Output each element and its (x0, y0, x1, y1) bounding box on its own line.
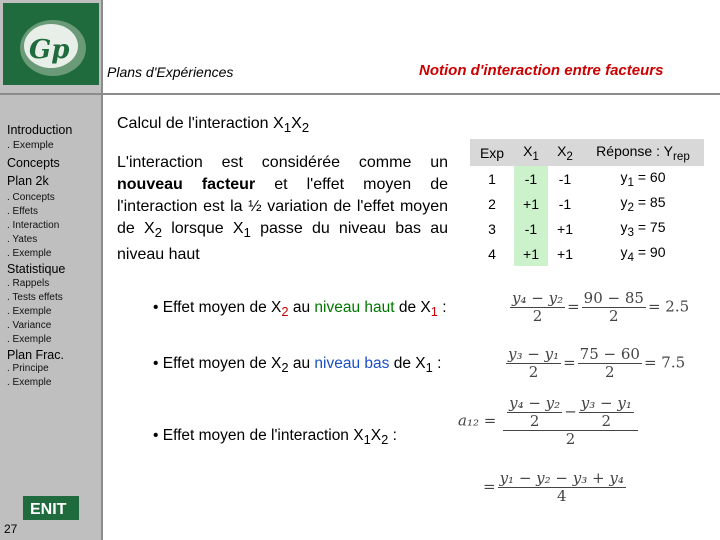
b2-level: niveau bas (314, 355, 390, 372)
resp-value: = 85 (633, 193, 666, 210)
definition-paragraph (117, 152, 448, 266)
menu-statistique[interactable]: Statistique (7, 262, 66, 276)
b2-text-d: : (432, 355, 442, 372)
frac-den: 2 (605, 363, 615, 381)
col-response-sub: rep (672, 149, 690, 163)
cell-x2: +1 (557, 220, 573, 237)
resp-sub: 2 (627, 200, 634, 214)
col-response-header (582, 139, 704, 166)
bullet-interaction-effect (153, 427, 397, 447)
menu-item-effets[interactable]: . Effets (7, 206, 38, 217)
col-x2-label: X (557, 142, 567, 159)
menu-item-yates[interactable]: . Yates (7, 234, 38, 245)
cell-exp: 2 (488, 195, 496, 212)
formula-interaction-simplified: = $\frac{\text{y₁ − y₂ − y₃ + y₄}}{4}$ (483, 469, 624, 505)
menu-concepts-plan-label: Concepts Plan 2k (7, 156, 60, 188)
frac-2b (578, 346, 642, 381)
menu-item-exemple[interactable]: . Exemple (7, 305, 52, 317)
menu-item-exemple[interactable]: . Exemple (7, 333, 52, 345)
menu-item-tests-effets[interactable]: . Tests effets (7, 291, 63, 303)
cell-x2: -1 (558, 170, 572, 187)
vertical-divider (101, 0, 103, 540)
slide-title: Notion d'interaction entre facteurs (419, 62, 664, 79)
cell-x2: -1 (558, 195, 572, 212)
formula-lhs: a₁₂ = (458, 411, 497, 430)
para-text-2: et l'effet moyen de l'interaction est la ½ variation de l'effet moyen de X (117, 176, 448, 237)
cell-response (582, 166, 704, 191)
table-row (470, 166, 704, 191)
cell-x1: +1 (514, 191, 548, 216)
resp-y: y (620, 243, 628, 260)
section-title (117, 115, 309, 135)
col-x1-label: X (523, 142, 533, 159)
resp-sub: 3 (627, 225, 634, 239)
cell-x1: +1 (514, 241, 548, 266)
horizontal-divider (0, 93, 720, 95)
formula-effect-high: $\frac{\text{y₄ − y₂}}{2}$ = $\frac{90 - 85}{2}$ = 2.5 (512, 289, 690, 325)
frac-den: 2 (532, 307, 543, 325)
frac-den: 2 (529, 412, 540, 430)
frac-1a (510, 290, 565, 325)
cell-response (582, 241, 704, 266)
col-x1-header (514, 139, 548, 166)
para-sub-b: 1 (243, 225, 251, 241)
cell-x1: -1 (514, 216, 548, 241)
b3-text-a: • Effet moyen de l'interaction X (153, 427, 364, 444)
menu-plan-frac[interactable]: Plan Frac. (7, 347, 64, 362)
col-response-label: Réponse : Y (596, 142, 673, 159)
frac-num: y₃ − y₁ (508, 345, 560, 363)
cell-exp: 4 (488, 245, 496, 262)
b2-text-c: de X (389, 355, 426, 372)
para-text-1: L'interaction est considérée comme un (117, 154, 448, 171)
b2-text-a: • Effet moyen de X (153, 355, 282, 372)
section-title-mid: X (291, 115, 302, 132)
menu-introduction[interactable]: Introduction (7, 123, 73, 137)
frac-num: y₄ − y₂ (509, 394, 561, 412)
gp-logo (3, 3, 99, 85)
b3-text-b: X (370, 427, 382, 444)
b2-sub2: 1 (425, 360, 433, 376)
experiment-table (470, 139, 704, 266)
enit-logo (23, 496, 79, 520)
bullet-effect-low (153, 355, 441, 375)
menu-item-exemple[interactable]: . Exemple (7, 138, 54, 151)
b1-text-a: • Effet moyen de X (153, 299, 282, 316)
section-title-sub1: 1 (283, 120, 292, 136)
frac-4 (498, 470, 626, 505)
svg-text:ENIT: ENIT (30, 501, 67, 518)
menu-item-exemple[interactable]: . Exemple (7, 377, 52, 388)
frac-outer-den: 2 (565, 430, 576, 448)
resp-sub: 1 (627, 175, 634, 189)
b1-text-c: de X (394, 299, 431, 316)
frac-den: 2 (601, 412, 612, 430)
bullet-effect-high (153, 299, 447, 319)
frac-den: 4 (556, 487, 567, 505)
col-x1-sub: 1 (532, 149, 539, 163)
resp-y: y (620, 193, 628, 210)
sidebar-menu (7, 121, 99, 392)
b3-sub: 1 (363, 432, 371, 448)
menu-item-rappels[interactable]: . Rappels (7, 277, 50, 289)
b1-text-b: au (288, 299, 315, 316)
cell-response (582, 216, 704, 241)
menu-item-interaction[interactable]: . Interaction (7, 220, 60, 231)
section-title-sub2: 2 (301, 120, 310, 136)
cell-x2: +1 (557, 245, 573, 262)
resp-value: = 75 (633, 218, 666, 235)
frac-num: y₃ − y₁ (580, 394, 632, 412)
col-x2-header (548, 139, 582, 166)
cell-exp: 3 (488, 220, 496, 237)
menu-item-concepts[interactable]: . Concepts (7, 192, 55, 203)
table-row (470, 216, 704, 241)
cell-exp: 1 (488, 170, 496, 187)
menu-concepts-plan[interactable] (7, 154, 77, 190)
table-row (470, 191, 704, 216)
b1-level: niveau haut (314, 299, 395, 316)
frac-num: 75 − 60 (579, 345, 640, 363)
page-number: 27 (4, 522, 18, 536)
resp-value: = 60 (633, 168, 666, 185)
frac-num: y₁ − y₂ − y₃ + y₄ (499, 469, 624, 487)
frac-outer (503, 395, 638, 448)
frac-num: 90 − 85 (583, 289, 644, 307)
formula-interaction (458, 395, 640, 448)
frac-3b (579, 395, 634, 430)
b3-text-c: : (388, 427, 397, 444)
cell-x1: -1 (514, 166, 548, 191)
frac-3a (507, 395, 562, 430)
table-header-row (470, 139, 704, 166)
resp-value: = 90 (633, 243, 666, 260)
formula-result: = 2.5 (647, 297, 690, 316)
resp-y: y (620, 218, 628, 235)
col-exp-header: Exp (470, 139, 514, 166)
resp-sub: 4 (627, 250, 634, 264)
frac-den: 2 (528, 363, 539, 381)
cell-response (582, 191, 704, 216)
b1-sub2: 1 (430, 304, 438, 320)
para-text-3: lorsque X (162, 220, 244, 237)
frac-num: y₄ − y₂ (512, 289, 564, 307)
frac-1b (582, 290, 646, 325)
frac-den: 2 (609, 307, 619, 325)
b1-text-d: : (437, 299, 447, 316)
formula-minus: − (564, 402, 577, 421)
col-x2-sub: 2 (566, 149, 573, 163)
para-sub-a: 2 (154, 225, 163, 241)
menu-item-variance[interactable]: . Variance (7, 319, 52, 331)
resp-y: y (620, 168, 628, 185)
formula-effect-low: $\frac{\text{y₃ − y₁}}{2}$ = $\frac{75 - 60}{2}$ = 7.5 (508, 345, 686, 381)
menu-item-exemple[interactable]: . Exemple (7, 248, 52, 259)
menu-item-principe[interactable]: . Principe (7, 363, 49, 374)
b2-sub: 2 (281, 360, 289, 376)
b2-text-b: au (288, 355, 315, 372)
para-bold: nouveau facteur (117, 176, 256, 193)
b1-sub: 2 (281, 304, 289, 320)
section-title-prefix: Calcul de l'interaction X (117, 115, 284, 132)
b3-sub2: 2 (381, 432, 389, 448)
frac-outer-num (503, 395, 638, 431)
course-title: Plans d'Expériences (107, 64, 234, 80)
formula-result: = 7.5 (643, 353, 686, 372)
svg-text:Gp: Gp (29, 35, 70, 65)
para-text-4: passe du niveau bas au niveau haut (117, 220, 448, 264)
frac-2a (506, 346, 561, 381)
table-row (470, 241, 704, 266)
